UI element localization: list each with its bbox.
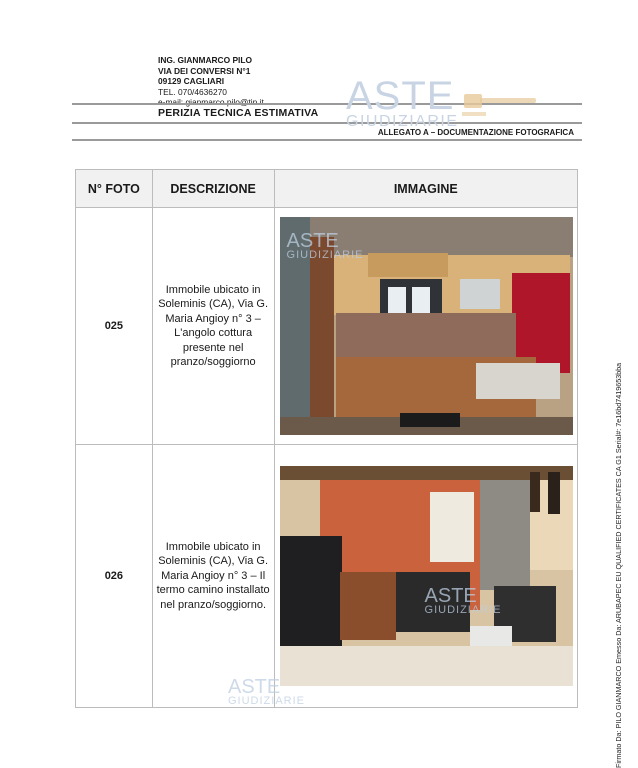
photo-cell [274, 445, 577, 708]
watermark-giudiziarie: GIUDIZIARIE [228, 695, 306, 707]
watermark-aste: ASTE [286, 230, 339, 252]
photo-description: Immobile ubicato in Soleminis (CA), Via G. Maria Angioy n° 3 – L'angolo cottura presente nel pranzo/soggiorno [152, 208, 274, 445]
header-image: IMMAGINE [274, 170, 577, 208]
header-description: DESCRIZIONE [152, 170, 274, 208]
document-title: PERIZIA TECNICA ESTIMATIVA [158, 107, 319, 119]
attachment-label: ALLEGATO A – DOCUMENTAZIONE FOTOGRAFICA [377, 128, 574, 137]
logo-aste-text: ASTE [346, 74, 455, 118]
photo-number: 026 [76, 445, 153, 708]
engineer-tel: TEL. 070/4636270 [158, 86, 227, 97]
engineer-name: ING. GIANMARCO PILO [158, 55, 252, 65]
watermark-overlay [287, 230, 364, 261]
header-photo-number: N° FOTO [76, 170, 153, 208]
engineer-city: 09129 CAGLIARI [158, 76, 225, 87]
watermark-overlay [425, 585, 502, 616]
logo-giudiziarie-text: GIUDIZIARIE [346, 113, 459, 130]
watermark-aste: ASTE [424, 585, 477, 607]
table-row [76, 208, 578, 445]
photo-number: 025 [76, 208, 153, 445]
footer-watermark [228, 676, 305, 707]
watermark-aste: ASTE [228, 676, 281, 698]
engineer-address: VIA DEI CONVERSI N°1 [158, 65, 251, 76]
aste-giudiziarie-logo [346, 74, 546, 144]
photo-cell [274, 208, 577, 445]
fireplace-photo [280, 466, 573, 686]
photo-description: Immobile ubicato in Soleminis (CA), Via G. Maria Angioy n° 3 – Il termo camino installato nel pranzo/soggiorno. [152, 445, 274, 708]
watermark-giudiziarie: GIUDIZIARIE [424, 604, 502, 616]
table-header-row [76, 170, 578, 208]
letterhead [158, 55, 264, 108]
photo-table [75, 169, 578, 708]
digital-signature-text: Firmato Da: PILO GIANMARCO Emesso Da: ARUBAPEC EU QUALIFIED CERTIFICATES CA G1 Serial#: 7e16bd7419653bba [614, 362, 623, 768]
gavel-icon [460, 86, 540, 126]
table-row [76, 445, 578, 708]
watermark-giudiziarie: GIUDIZIARIE [286, 249, 364, 261]
